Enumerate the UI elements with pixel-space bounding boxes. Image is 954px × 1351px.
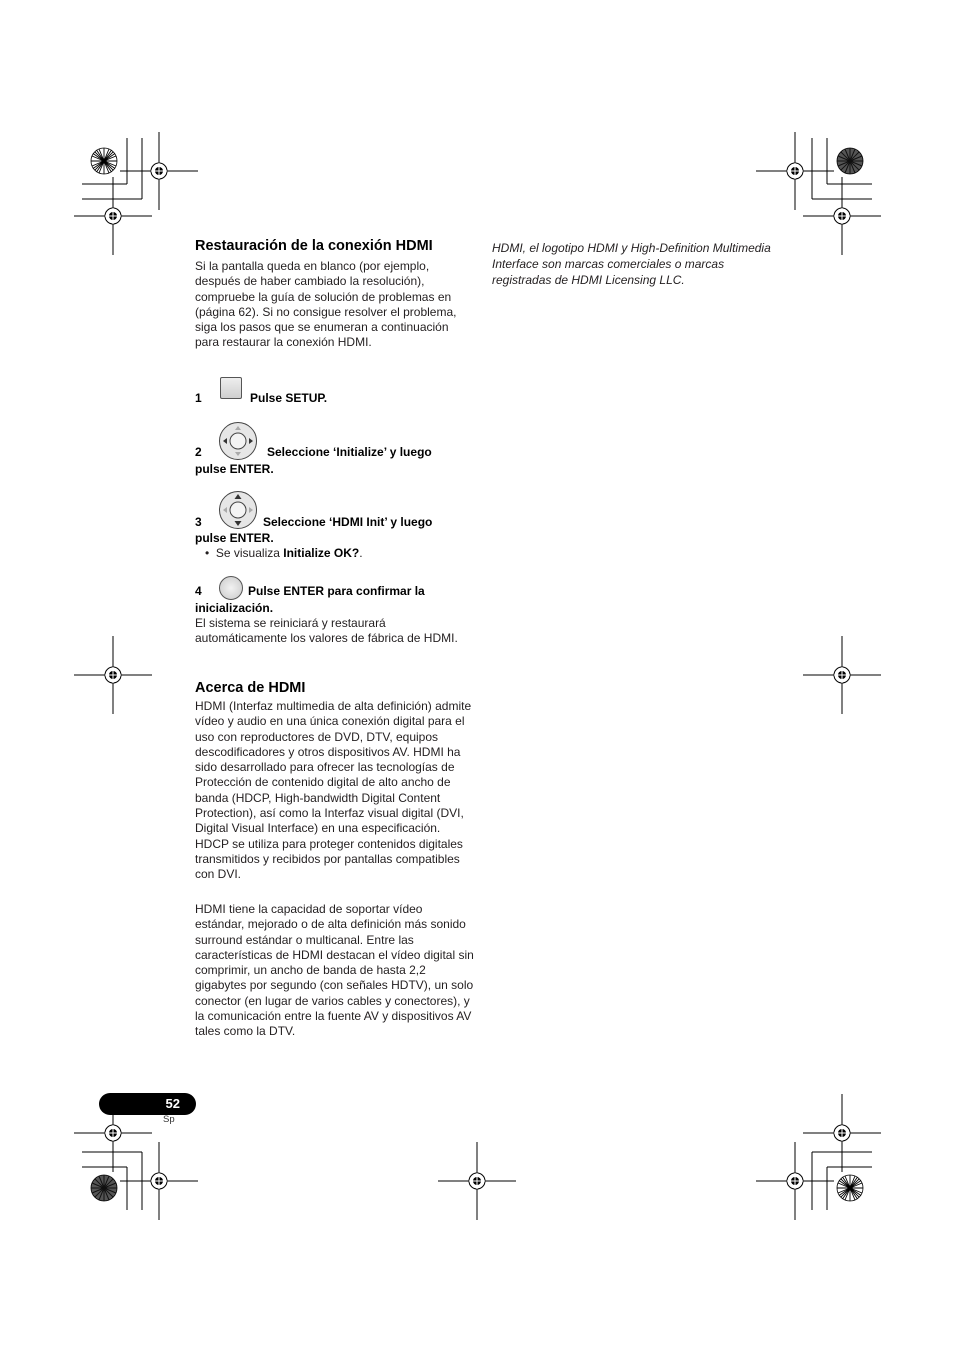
about-hdmi-paragraph-1: HDMI (Interfaz multimedia de alta definición) admite vídeo y audio en una única conexión digital para el uso con reproductores de DVD, DTV, equipos descodificadores y otros dispositivos AV. HDMI ha sido desarrollado para ofrecer las tecnologías de Protección de contenido digital de alto ancho de banda (HDCP, High-bandwidth Digital Content Protection), así como la Interfaz visual digital (DVI, Digital Visual Interface) en una especificación. HDCP se utiliza para proteger contenidos digitales transmitidos y recibidos por pantallas compatibles con DVI. — [195, 699, 472, 882]
section-heading-about-hdmi: Acerca de HDMI — [195, 680, 306, 696]
section-heading-hdmi-restore: Restauración de la conexión HDMI — [195, 238, 433, 254]
about-hdmi-paragraph-2: HDMI tiene la capacidad de soportar vídeo estándar, mejorado o de alta definición más sonido surround estándar o multicanal. Entre las características de HDMI destacan el vídeo digital sin comprimir, un ancho de banda de hasta 2,2 gigabytes por segundo (con señales HDTV), un solo conector (en lugar de varios cables y conectores), y la comunicación entre la fuente AV y dispositivos AV tales como la DTV. — [195, 902, 474, 1039]
enter-button-icon — [219, 576, 243, 600]
step-1-number: 1 — [195, 391, 202, 405]
step-3-number: 3 — [195, 515, 202, 529]
bullet-suffix: . — [359, 546, 363, 560]
step-1-text: Pulse SETUP. — [250, 391, 328, 405]
section-intro: Si la pantalla queda en blanco (por ejemplo, después de haber cambiado la resolución), compruebe la guía de solución de problemas en (página 62). Si no consigue resolver el problema, siga los pasos que se enumeran a continuación para restaurar la conexión HDMI. — [195, 259, 457, 350]
step-3-text-line1: Seleccione ‘HDMI Init’ y luego — [263, 515, 433, 529]
step-3-bullet — [205, 546, 363, 561]
page-number-badge: 52 — [99, 1093, 196, 1115]
step-2-number: 2 — [195, 445, 202, 459]
cursor-pad-left-right-icon — [218, 421, 258, 461]
step-2-text-line1: Seleccione ‘Initialize’ y luego — [267, 445, 432, 459]
language-code: Sp — [163, 1114, 175, 1125]
bullet-prefix: Se visualiza — [215, 546, 284, 560]
cursor-pad-up-down-icon — [218, 490, 258, 530]
step-3-text-line2: pulse ENTER. — [195, 531, 274, 545]
bullet-icon: • — [205, 546, 216, 560]
step-4-text-line1: Pulse ENTER para confirmar la — [248, 584, 425, 598]
step-4-text-line2: inicialización. — [195, 601, 274, 615]
step-4-note: El sistema se reiniciará y restaurará automáticamente los valores de fábrica de HDMI. — [195, 616, 458, 646]
trademark-notice: HDMI, el logotipo HDMI y High-Definition Multimedia Interface son marcas comerciales o marcas registradas de HDMI Licensing LLC. — [492, 241, 771, 287]
setup-button-icon — [220, 377, 242, 399]
step-2-text-line2: pulse ENTER. — [195, 462, 274, 476]
step-4-number: 4 — [195, 584, 202, 598]
bullet-emphasis: Initialize OK? — [283, 546, 360, 560]
